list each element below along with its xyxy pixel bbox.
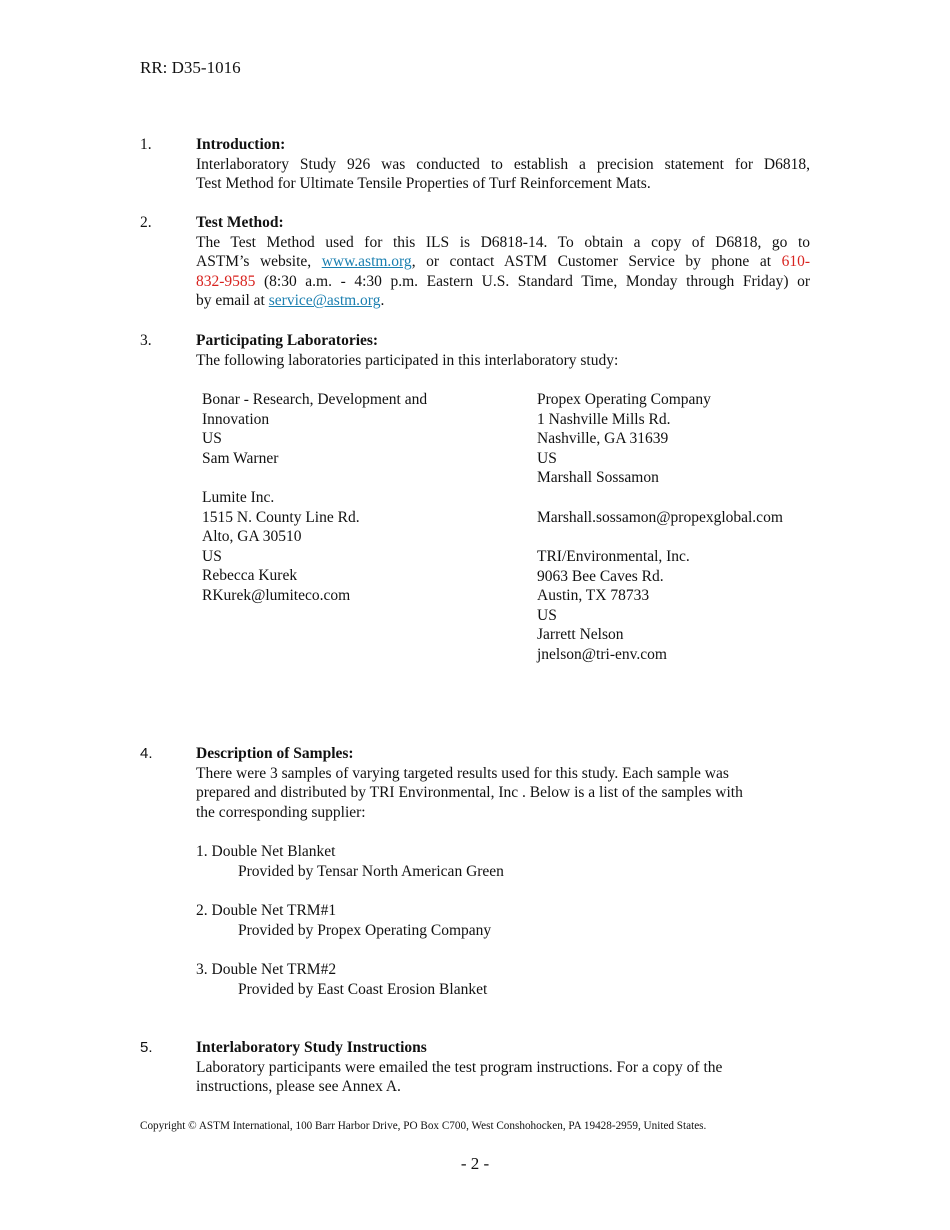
lab-line: Propex Operating Company xyxy=(537,391,711,408)
lab-propex xyxy=(537,390,783,527)
lab-line: US xyxy=(202,430,222,448)
lab-line: Innovation xyxy=(202,410,270,428)
section-2 xyxy=(196,213,810,311)
section-2-line-2 xyxy=(196,252,810,272)
lab-line: US xyxy=(537,606,557,624)
section-4-title: Description of Samples: xyxy=(196,745,354,762)
sample-provider: Provided by East Coast Erosion Blanket xyxy=(238,980,488,998)
section-5-line-1: Laboratory participants were emailed the test program instructions. For a copy of the xyxy=(196,1058,723,1076)
section-4-number: 4. xyxy=(140,745,153,762)
section-5-line-2: instructions, please see Annex A. xyxy=(196,1078,401,1096)
phone-number-part-1: 610- xyxy=(781,253,810,271)
section-5-number: 5. xyxy=(140,1039,153,1056)
section-2-line-3 xyxy=(196,272,810,292)
lab-line: Alto, GA 30510 xyxy=(202,528,302,546)
service-email-link[interactable]: service@astm.org xyxy=(268,292,381,310)
phone-number-part-2: 832-9585 xyxy=(196,272,256,290)
sample-provider: Provided by Propex Operating Company xyxy=(238,921,492,939)
section-3-number: 3. xyxy=(140,332,152,349)
section-1-line-2: Test Method for Ultimate Tensile Properties of Turf Reinforcement Mats. xyxy=(196,175,651,193)
sample-2 xyxy=(196,901,491,940)
lab-line: Sam Warner xyxy=(202,449,279,467)
section-2-title: Test Method: xyxy=(196,214,284,231)
section-2-line-3-rest: (8:30 a.m. - 4:30 p.m. Eastern U.S. Standard Time, Monday through Friday) or xyxy=(255,272,810,290)
lab-lumite xyxy=(202,488,360,606)
section-5-title: Interlaboratory Study Instructions xyxy=(196,1039,427,1056)
section-1-line-1: Interlaboratory Study 926 was conducted to establish a precision statement for D6818, xyxy=(196,155,810,173)
section-2-line-4-pre: by email at xyxy=(196,292,269,310)
section-3 xyxy=(196,331,810,370)
astm-website-link[interactable]: www.astm.org xyxy=(321,253,412,271)
sample-1 xyxy=(196,842,504,881)
lab-line: TRI/Environmental, Inc. xyxy=(537,548,690,565)
section-2-number: 2. xyxy=(140,214,152,231)
copyright-footer: Copyright © ASTM International, 100 Barr Harbor Drive, PO Box C700, West Conshohocken, PA 19428-2959, United States. xyxy=(140,1120,707,1132)
section-3-intro: The following laboratories participated in this interlaboratory study: xyxy=(196,351,619,369)
section-4-line-1: There were 3 samples of varying targeted results used for this study. Each sample was xyxy=(196,764,729,782)
section-2-line-1: The Test Method used for this ILS is D6818-14. To obtain a copy of D6818, go to xyxy=(196,233,810,251)
lab-bonar xyxy=(202,390,427,468)
section-1-number: 1. xyxy=(140,136,152,153)
section-1 xyxy=(196,135,810,194)
sample-3 xyxy=(196,960,487,999)
lab-line: Jarrett Nelson xyxy=(537,626,624,644)
section-4-line-3: the corresponding supplier: xyxy=(196,803,366,821)
lab-line: Lumite Inc. xyxy=(202,489,275,506)
lab-line: Nashville, GA 31639 xyxy=(537,430,669,448)
section-5 xyxy=(196,1038,810,1097)
lab-line: 1 Nashville Mills Rd. xyxy=(537,410,671,428)
section-4 xyxy=(196,744,810,822)
sample-provider: Provided by Tensar North American Green xyxy=(238,862,504,880)
sample-name: 2. Double Net TRM#1 xyxy=(196,902,337,919)
section-2-line-2-pre: ASTM’s website, xyxy=(196,253,322,271)
lab-line: Austin, TX 78733 xyxy=(537,587,650,605)
lab-tri-environmental xyxy=(537,547,690,665)
lab-line: Marshall.sossamon@propexglobal.com xyxy=(537,508,783,526)
section-4-line-2: prepared and distributed by TRI Environmental, Inc . Below is a list of the samples with xyxy=(196,784,743,802)
lab-line: Marshall Sossamon xyxy=(537,469,659,487)
lab-line: US xyxy=(202,547,222,565)
lab-line: Bonar - Research, Development and xyxy=(202,391,428,408)
section-2-line-4 xyxy=(196,291,810,311)
page-number: - 2 - xyxy=(460,1154,490,1173)
sample-name: 3. Double Net TRM#2 xyxy=(196,961,337,978)
lab-line: 1515 N. County Line Rd. xyxy=(202,508,360,526)
lab-line: RKurek@lumiteco.com xyxy=(202,586,351,604)
lab-line: US xyxy=(537,449,557,467)
section-1-title: Introduction: xyxy=(196,136,286,153)
report-id: RR: D35-1016 xyxy=(140,58,241,77)
section-2-line-4-post: . xyxy=(380,292,385,310)
lab-line: 9063 Bee Caves Rd. xyxy=(537,567,664,585)
section-2-line-2-mid: , or contact ASTM Customer Service by phone at xyxy=(411,253,782,271)
section-3-title: Participating Laboratories: xyxy=(196,332,379,349)
lab-line xyxy=(537,488,783,508)
sample-name: 1. Double Net Blanket xyxy=(196,843,336,860)
lab-line: jnelson@tri-env.com xyxy=(537,645,667,663)
lab-line: Rebecca Kurek xyxy=(202,567,298,585)
